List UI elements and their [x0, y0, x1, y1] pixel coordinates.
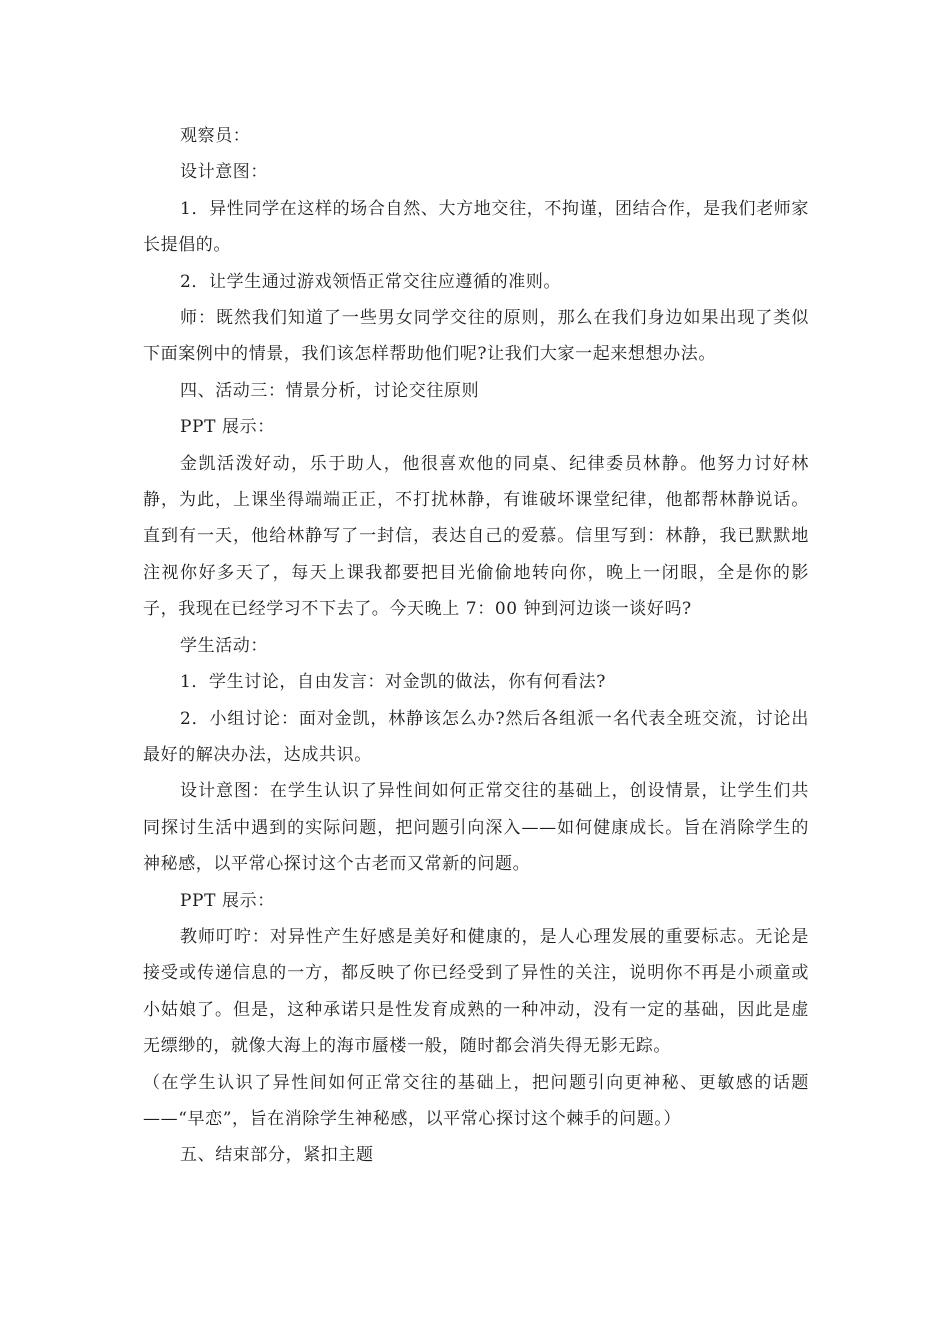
- design-intent-item-2: 2．让学生通过游戏领悟正常交往应遵循的准则。: [180, 271, 562, 292]
- case-story: 金凯活泼好动，乐于助人，他很喜欢他的同桌、纪律委员林静。他努力讨好林静，为此，上课坐得端端正正，不打扰林静，有谁破坏课堂纪律，他都帮林静说话。直到有一天，他给林静写了一封信，表达自己的爱慕。信里写到：林静，我已默默地注视你好多天了，每天上课我都要把目光偷偷地转向你，晚上一闭眼，全是你的影子，我现在已经学习不下去了。今天晚上 7：00 钟到河边谈一谈好吗?: [143, 453, 809, 620]
- design-intent-paragraph: 设计意图：在学生认识了异性间如何正常交往的基础上，创设情景，让学生们共同探讨生活中遇到的实际问题，把问题引向深入——如何健康成长。旨在消除学生的神秘感，以平常心探讨这个古老而又常新的问题。: [143, 781, 809, 875]
- design-intent-item-1: 1．异性同学在这样的场合自然、大方地交往，不拘谨，团结合作，是我们老师家长提倡的。: [143, 198, 809, 256]
- student-activity-item-1: 1．学生讨论，自由发言：对金凯的做法，你有何看法?: [180, 672, 606, 693]
- ppt-display-label: PPT 展示：: [180, 417, 275, 438]
- section-five-heading: 五、结束部分，紧扣主题: [180, 1145, 374, 1166]
- teacher-advice: 教师叮咛：对异性产生好感是美好和健康的，是人心理发展的重要标志。无论是接受或传递信息的一方，都反映了你已经受到了异性的关注，说明你不再是小顽童或小姑娘了。但是，这种承诺只是性发育成熟的一种冲动，没有一定的基础，因此是虚无缥缈的，就像大海上的海市蜃楼一般，随时都会消失得无影无踪。: [143, 926, 809, 1057]
- teacher-transition: 师：既然我们知道了一些男女同学交往的原则，那么在我们身边如果出现了类似下面案例中的情景，我们该怎样帮助他们呢?让我们大家一起来想想办法。: [143, 308, 809, 365]
- ppt-display-label-2: PPT 展示：: [180, 890, 275, 911]
- student-activity-heading: 学生活动：: [180, 635, 268, 656]
- document-page: [143, 118, 809, 1174]
- parenthetical-note: （在学生认识了异性间如何正常交往的基础上，把问题引向更神秘、更敏感的话题——“早恋”，旨在消除学生神秘感，以平常心探讨这个棘手的问题。）: [143, 1072, 809, 1129]
- activity-three-heading: 四、活动三：情景分析，讨论交往原则: [180, 380, 480, 401]
- student-activity-item-2: 2．小组讨论：面对金凯，林静该怎么办?然后各组派一名代表全班交流，讨论出最好的解决办法，达成共识。: [143, 708, 809, 765]
- observer-heading: 观察员：: [180, 126, 251, 146]
- design-intent-heading: 设计意图：: [180, 162, 268, 183]
